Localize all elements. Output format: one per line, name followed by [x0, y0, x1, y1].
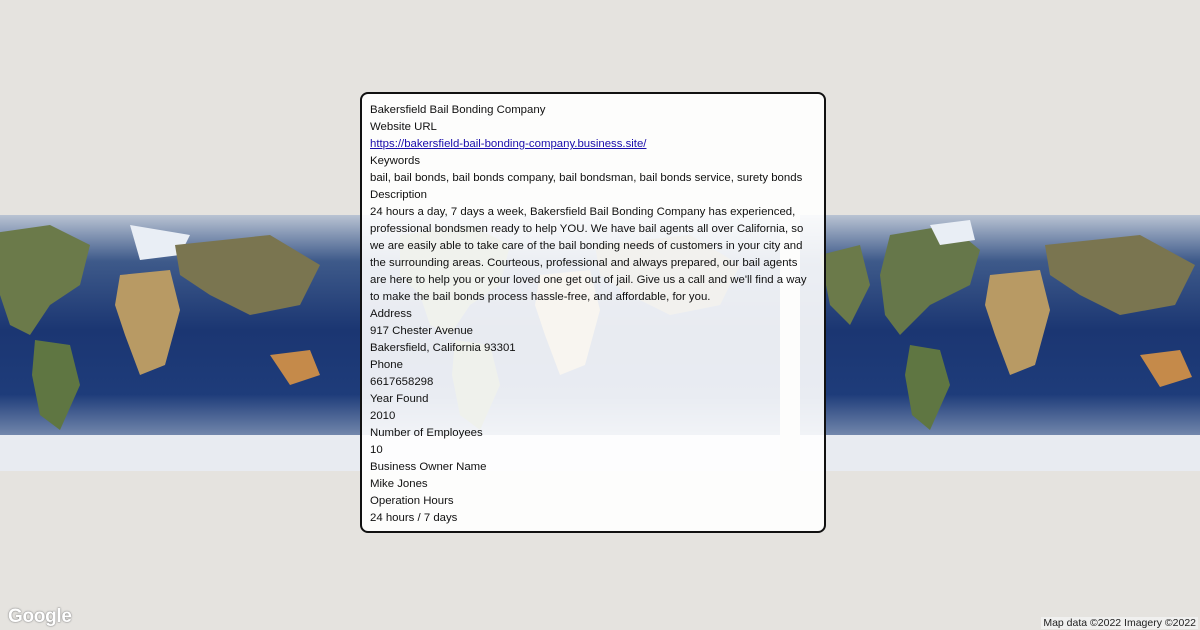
business-name: Bakersfield Bail Bonding Company: [370, 104, 546, 116]
year-value: 2010: [370, 410, 396, 422]
description-text: 24 hours a day, 7 days a week, Bakersfield Bail Bonding Company has experienced, professional bondsmen ready to help YOU. We have bail agents all over California, so we are easily able to take care of the bail bonding needs of customers in your city and the surrounding areas. Courteous, professional and always prepared, our bail agents are here to help you or your loved one get out of jail. Give us a call and we'll find a way to make the bail bonds process hassle-free, and affordable, for you.: [370, 206, 807, 303]
phone-label: Phone: [370, 359, 403, 371]
phone-value: 6617658298: [370, 376, 434, 388]
map-attribution: Map data ©2022 Imagery ©2022: [1043, 617, 1196, 629]
address-line-2: Bakersfield, California 93301: [370, 342, 516, 354]
address-label: Address: [370, 308, 412, 320]
owner-value: Mike Jones: [370, 478, 428, 490]
map-tile-left: [0, 215, 360, 471]
employees-label: Number of Employees: [370, 427, 483, 439]
keywords-value: bail, bail bonds, bail bonds company, bail bondsman, bail bonds service, surety bonds: [370, 172, 803, 184]
google-logo[interactable]: Google: [8, 606, 72, 627]
year-label: Year Found: [370, 393, 429, 405]
website-label: Website URL: [370, 121, 437, 133]
description-label: Description: [370, 189, 427, 201]
map-tile-right: [800, 215, 1200, 471]
hours-label: Operation Hours: [370, 495, 454, 507]
address-line-1: 917 Chester Avenue: [370, 325, 474, 337]
employees-value: 10: [370, 444, 383, 456]
website-link[interactable]: https://bakersfield-bail-bonding-company.business.site/: [370, 138, 647, 150]
business-info-window: [360, 92, 826, 533]
owner-label: Business Owner Name: [370, 461, 487, 473]
keywords-label: Keywords: [370, 155, 421, 167]
hours-value: 24 hours / 7 days: [370, 512, 458, 524]
